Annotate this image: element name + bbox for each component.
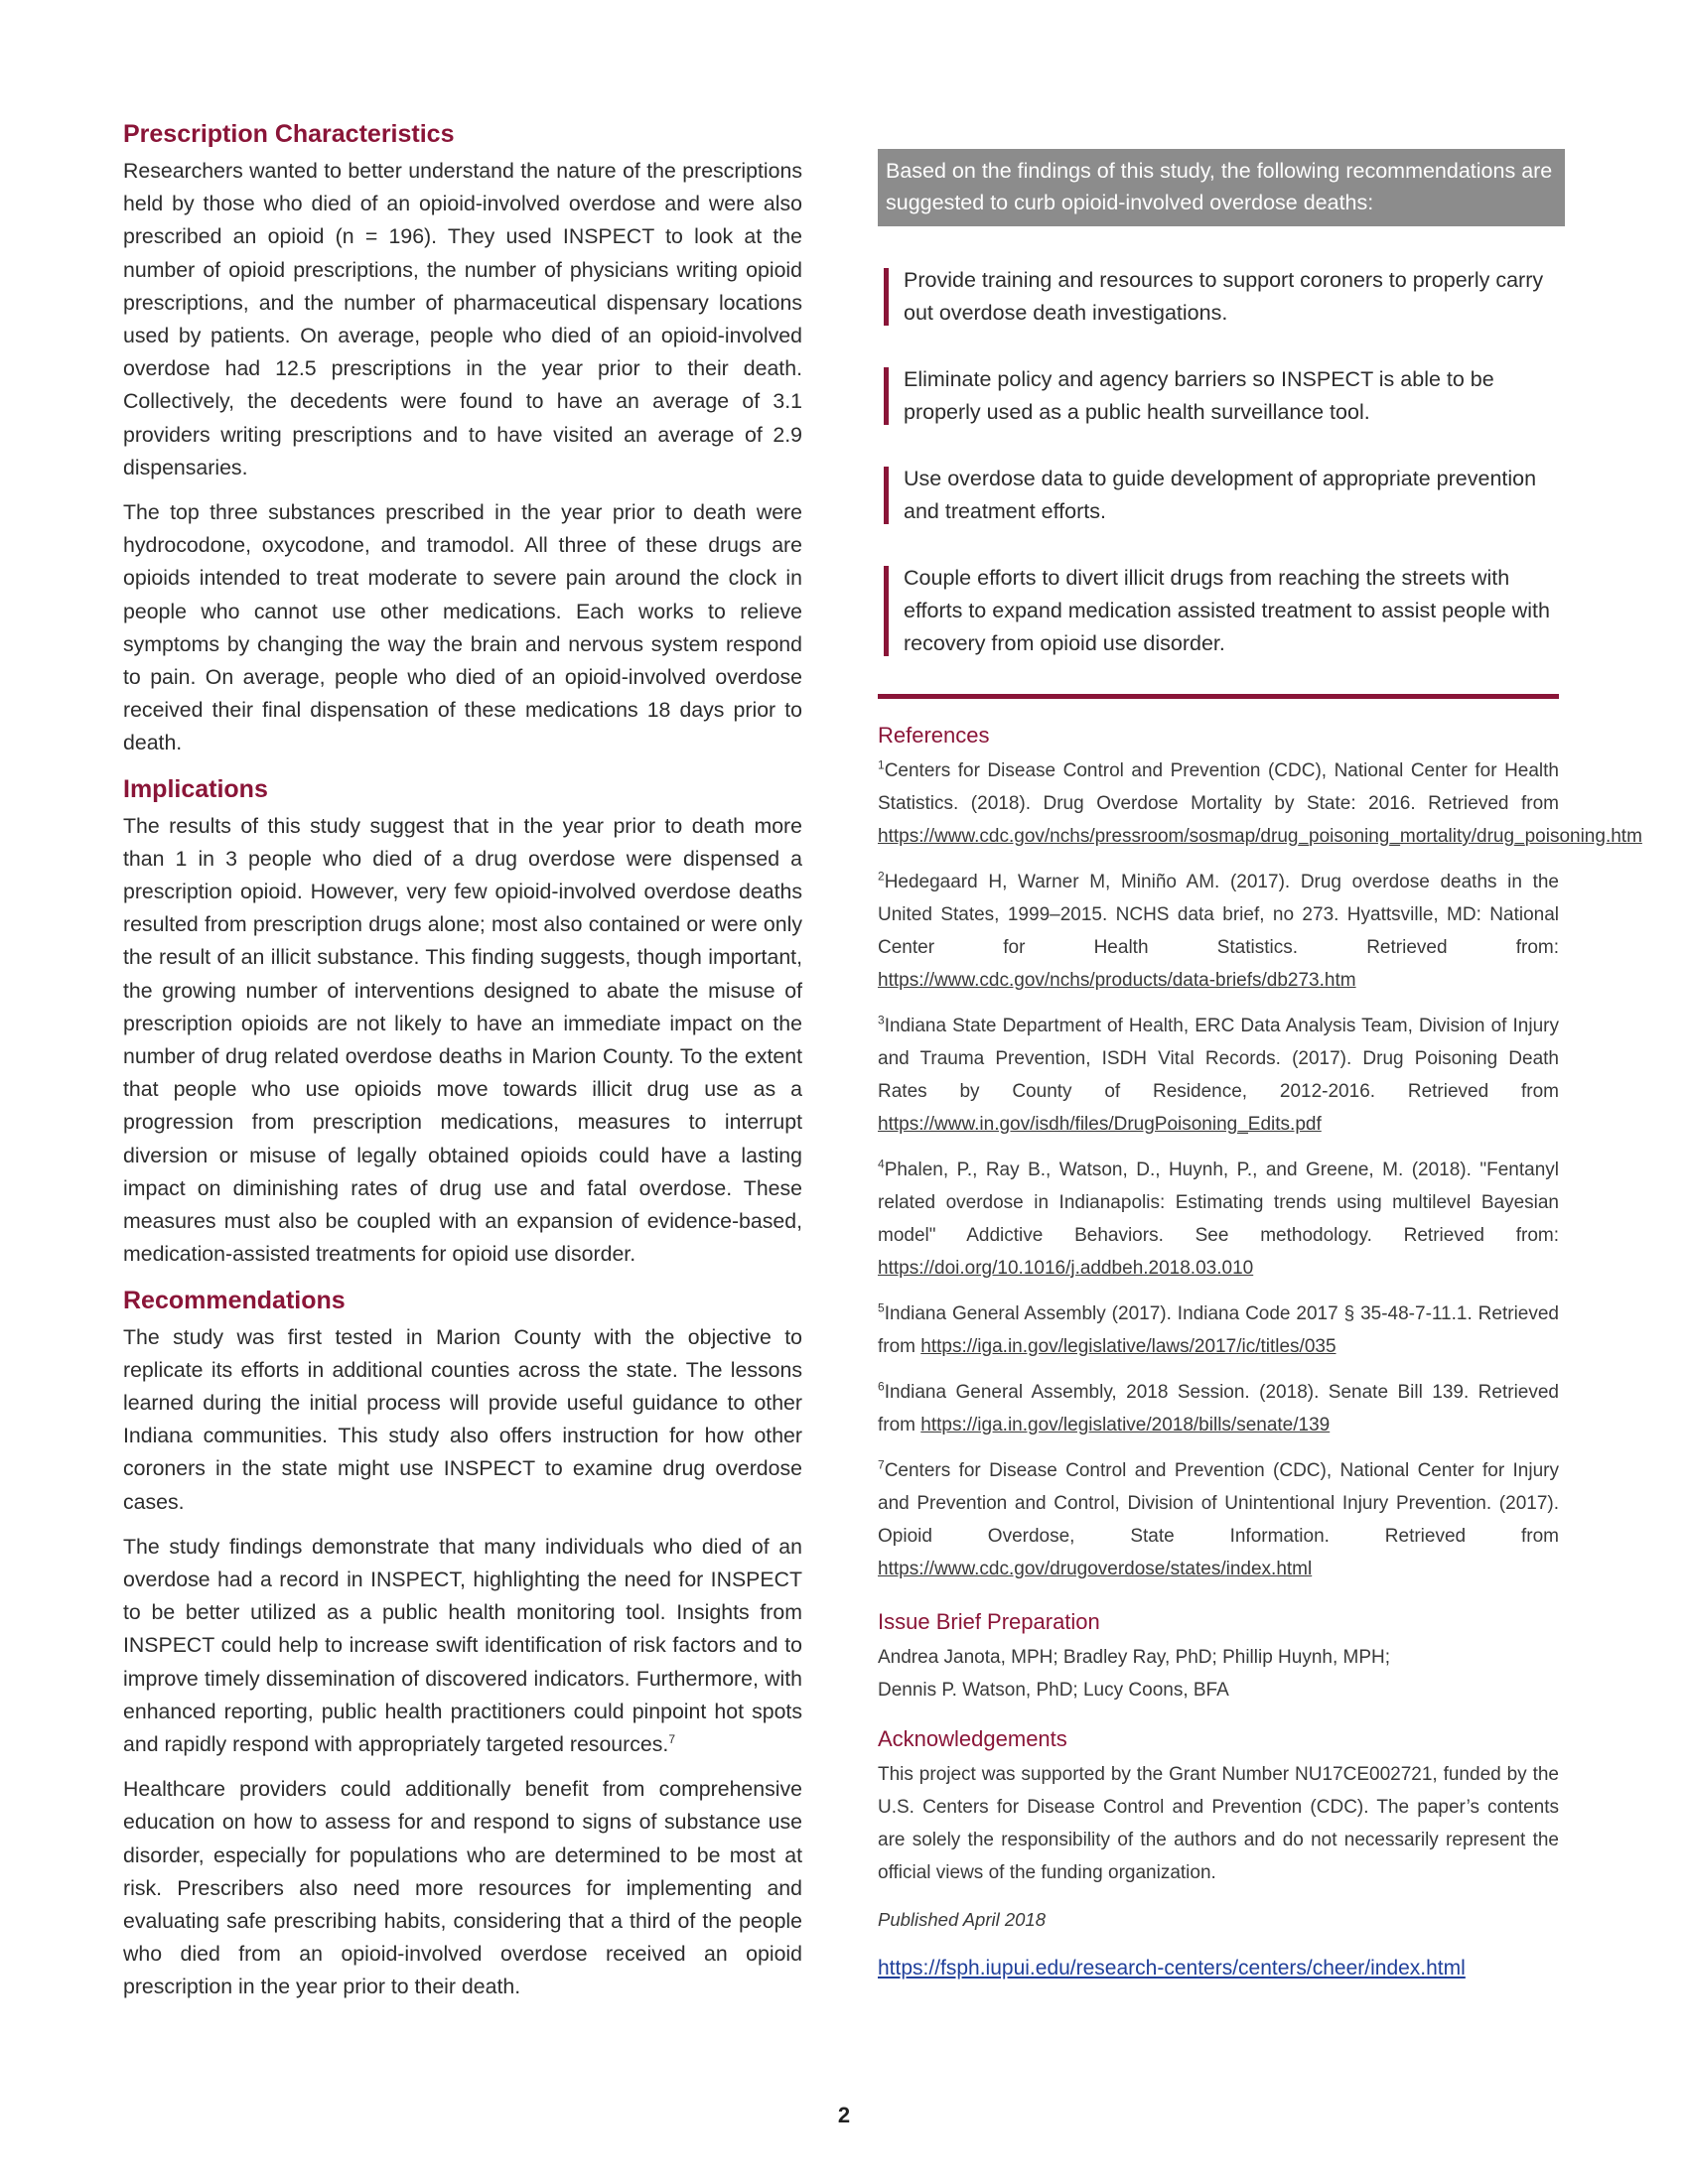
reference-number: 2 bbox=[878, 869, 885, 884]
recommendation-item bbox=[878, 463, 1565, 528]
reference-text: Indiana General Assembly, 2018 Session. (2018). Senate Bill 139. Retrieved from bbox=[878, 1382, 1559, 1435]
accent-bar bbox=[884, 268, 889, 326]
recommendation-item bbox=[878, 264, 1565, 330]
reference-number: 4 bbox=[878, 1157, 885, 1171]
reference-text: Indiana State Department of Health, ERC Data Analysis Team, Division of Injury and Trauma Prevention, ISDH Vital Records. (2017). Drug Poisoning Death Rates by County of Residence, 2012-2016. Retrieved from bbox=[878, 1016, 1559, 1102]
reference-item bbox=[878, 1154, 1559, 1285]
recommendation-text: Couple efforts to divert illicit drugs from reaching the streets with efforts to expand medication assisted treatment to assist people with recovery from opioid use disorder. bbox=[904, 566, 1550, 655]
authors-line-1: Andrea Janota, MPH; Bradley Ray, PhD; Phillip Huynh, MPH; bbox=[878, 1647, 1391, 1668]
website-link[interactable]: https://fsph.iupui.edu/research-centers/centers/cheer/index.html bbox=[878, 1957, 1466, 1979]
implications-heading: Implications bbox=[123, 774, 268, 803]
reference-number: 1 bbox=[878, 757, 885, 772]
reference-item bbox=[878, 1010, 1559, 1141]
published-date: Published April 2018 bbox=[878, 1909, 1047, 1930]
reference-item bbox=[878, 1454, 1559, 1585]
acknowledgements-text: This project was supported by the Grant Number NU17CE002721, funded by the U.S. Centers for Disease Control and Prevention (CDC). The paper’s contents are solely the responsibility of the authors and do not necessarily represent the official views of the funding organization. bbox=[878, 1764, 1559, 1883]
prescription-paragraph-1: Researchers wanted to better understand the nature of the prescriptions held by those who died of an opioid-involved overdose and were also prescribed an opioid (n = 196). They used INSPECT to look at the number of opioid prescriptions, the number of physicians writing opioid prescriptions, and the number of pharmaceutical dispensary locations used by patients. On average, people who died of an opioid-involved overdose had 12.5 prescriptions in the year prior to their death. Collectively, the decedents were found to have an average of 3.1 providers writing prescriptions and to have visited an average of 2.9 dispensaries. bbox=[123, 159, 802, 479]
reference-link[interactable]: https://www.cdc.gov/nchs/products/data-briefs/db273.htm bbox=[878, 970, 1356, 991]
recommendation-item bbox=[878, 363, 1565, 429]
references-list bbox=[878, 754, 1642, 1585]
reference-link[interactable]: https://www.cdc.gov/drugoverdose/states/index.html bbox=[878, 1559, 1313, 1579]
recommendation-list bbox=[878, 264, 1565, 660]
recommendation-text: Eliminate policy and agency barriers so INSPECT is able to be properly used as a public health surveillance tool. bbox=[904, 367, 1494, 424]
prescription-paragraph-2: The top three substances prescribed in the year prior to death were hydrocodone, oxycodone, and tramodol. All three of these drugs are opioids intended to treat moderate to severe pain around the clock in people who cannot use other medications. Each works to relieve symptoms by changing the way the brain and nervous system respond to pain. On average, people who died of an opioid-involved overdose received their final dispensation of these medications 18 days prior to death. bbox=[123, 500, 802, 755]
implications-paragraph: The results of this study suggest that in the year prior to death more than 1 in 3 people who died of a drug overdose were dispensed a prescription opioid. However, very few opioid-involved overdose deaths resulted from prescription drugs alone; most also contained or were only the result of an illicit substance. This finding suggests, though important, the growing number of interventions designed to abate the misuse of prescription opioids are not likely to have an immediate impact on the number of drug related overdose deaths in Marion County. To the extent that people who use opioids move towards illicit drug use as a progression from prescription medications, measures to interrupt diversion or misuse of legally obtained opioids could have a lasting impact on diminishing rates of drug use and fatal overdose. These measures must also be coupled with an expansion of evidence-based, medication-assisted treatments for opioid use disorder. bbox=[123, 813, 802, 1267]
recommendations-paragraph-2 bbox=[123, 1531, 802, 1761]
prescription-section bbox=[123, 117, 802, 760]
reference-link[interactable]: https://iga.in.gov/legislative/laws/2017/ic/titles/035 bbox=[920, 1336, 1336, 1357]
reference-text: Hedegaard H, Warner M, Miniño AM. (2017). Drug overdose deaths in the United States, 1999–2015. NCHS data brief, no 273. Hyattsville, MD: National Center for Health Statistics. Retrieved from: bbox=[878, 872, 1559, 958]
reference-link[interactable]: https://www.in.gov/isdh/files/DrugPoisoning_Edits.pdf bbox=[878, 1114, 1322, 1135]
reference-link[interactable]: https://www.cdc.gov/nchs/pressroom/sosmap/drug_poisoning_mortality/drug_poisoning.htm bbox=[878, 826, 1642, 847]
reference-text: Indiana General Assembly (2017). Indiana Code 2017 § 35-48-7-11.1. Retrieved from bbox=[878, 1303, 1559, 1357]
page-number: 2 bbox=[837, 2103, 851, 2127]
recommendations-paragraph-3: Healthcare providers could additionally benefit from comprehensive education on how to assess for and respond to signs of substance use disorder, especially for populations who are determined to be most at risk. Prescribers also need more resources for implementing and evaluating safe prescribing habits, considering that a third of the people who died from an opioid-involved overdose received an opioid prescription in the year prior to their death. bbox=[123, 1777, 802, 1999]
recommendations-paragraph-2-text: The study findings demonstrate that many individuals who died of an overdose had a record in INSPECT, highlighting the need for INSPECT to be better utilized as a public health monitoring tool. Insights from INSPECT could help to increase swift identification of risk factors and to improve timely dissemination of discovered indicators. Furthermore, with enhanced reporting, public health practitioners could pinpoint hot spots and rapidly respond with appropriately targeted resources. bbox=[123, 1534, 802, 1756]
reference-text: Centers for Disease Control and Prevention (CDC), National Center for Health Statistics. (2018). Drug Overdose Mortality by State: 2016. Retrieved from bbox=[878, 760, 1559, 814]
footnote-ref: 7 bbox=[668, 1731, 675, 1746]
prescription-heading: Prescription Characteristics bbox=[123, 120, 455, 148]
reference-text: Centers for Disease Control and Prevention (CDC), National Center for Injury and Prevention and Control, Division of Unintentional Injury Prevention. (2017). Opioid Overdose, State Information. Retrieved from bbox=[878, 1460, 1559, 1547]
reference-item bbox=[878, 754, 1642, 853]
reference-item bbox=[878, 1376, 1559, 1441]
recommendations-section bbox=[123, 1284, 802, 2004]
preparation-heading: Issue Brief Preparation bbox=[878, 1609, 1100, 1634]
reference-number: 5 bbox=[878, 1300, 885, 1315]
reference-link[interactable]: https://doi.org/10.1016/j.addbeh.2018.03.010 bbox=[878, 1258, 1254, 1279]
reference-link[interactable]: https://iga.in.gov/legislative/2018/bills/senate/139 bbox=[920, 1415, 1331, 1435]
recommendations-callout: Based on the findings of this study, the following recommendations are suggested to curb opioid-involved overdose deaths: bbox=[878, 149, 1565, 226]
implications-section bbox=[123, 772, 802, 1272]
accent-bar bbox=[884, 367, 889, 425]
recommendation-text: Provide training and resources to support coroners to properly carry out overdose death investigations. bbox=[904, 268, 1544, 325]
preparation-authors bbox=[878, 1641, 1565, 1706]
recommendation-text: Use overdose data to guide development of appropriate prevention and treatment efforts. bbox=[904, 467, 1537, 523]
accent-bar bbox=[884, 566, 889, 656]
acknowledgements-heading: Acknowledgements bbox=[878, 1726, 1067, 1751]
section-divider bbox=[878, 694, 1559, 699]
recommendations-paragraph-1: The study was first tested in Marion County with the objective to replicate its efforts in additional counties across the state. The lessons learned during the initial process will provide useful guidance to other Indiana communities. This study also offers instruction for how other coroners in the state might use INSPECT to examine drug overdose cases. bbox=[123, 1324, 802, 1514]
reference-number: 3 bbox=[878, 1013, 885, 1027]
left-column bbox=[123, 117, 802, 2016]
recommendations-heading: Recommendations bbox=[123, 1286, 346, 1314]
reference-number: 6 bbox=[878, 1379, 885, 1394]
right-column bbox=[878, 149, 1642, 1980]
recommendation-item bbox=[878, 562, 1565, 660]
reference-text: Phalen, P., Ray B., Watson, D., Huynh, P., and Greene, M. (2018). "Fentanyl related overdose in Indianapolis: Estimating trends using multilevel Bayesian model" Addictive Behaviors. See methodology. Retrieved from: bbox=[878, 1160, 1559, 1246]
authors-line-2: Dennis P. Watson, PhD; Lucy Coons, BFA bbox=[878, 1680, 1229, 1701]
reference-number: 7 bbox=[878, 1457, 885, 1472]
reference-item bbox=[878, 1297, 1559, 1363]
references-heading: References bbox=[878, 723, 990, 748]
reference-item bbox=[878, 866, 1559, 997]
accent-bar bbox=[884, 467, 889, 524]
